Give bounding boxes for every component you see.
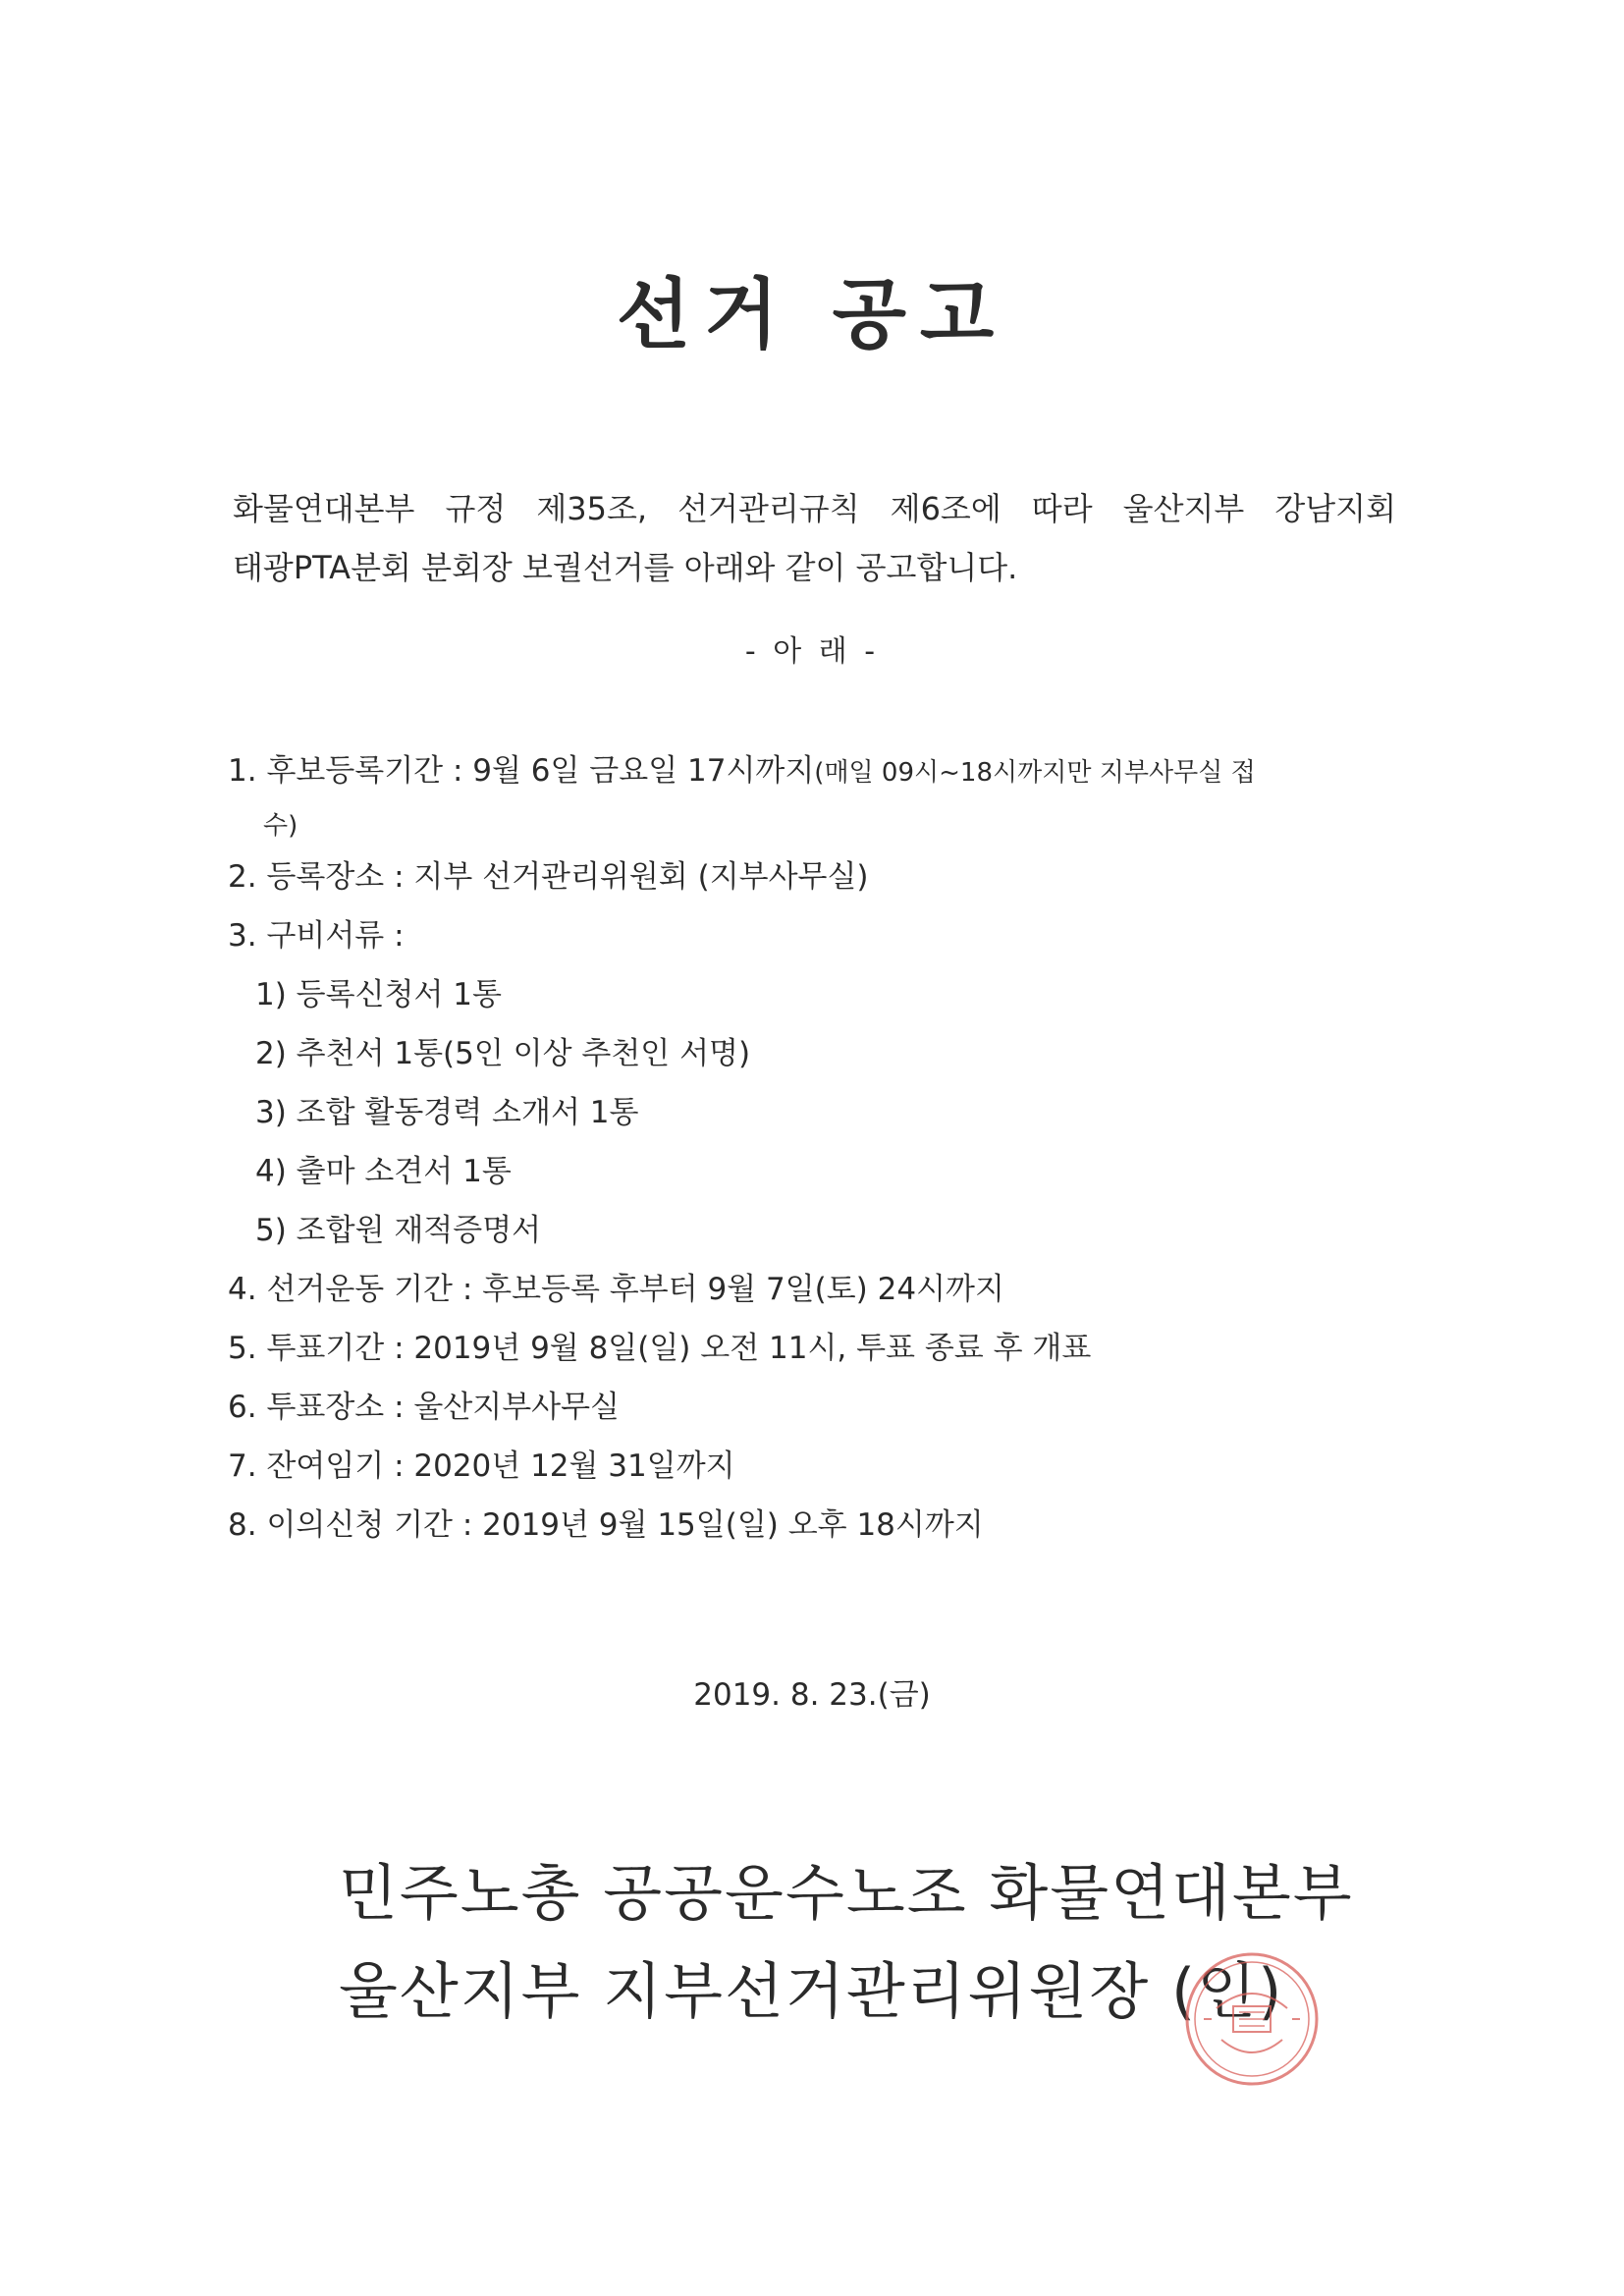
item-8 [228, 1496, 1398, 1555]
sub-item-5: 5) 조합원 재적증명서 [255, 1213, 542, 1248]
sub-item-1: 1) 등록신청서 1통 [255, 977, 502, 1012]
item-number: 2. [228, 859, 257, 895]
item-number: 5. [228, 1331, 257, 1366]
sub-item-3: 3) 조합 활동경력 소개서 1통 [255, 1095, 639, 1130]
item-7 [228, 1437, 1398, 1496]
item-2 [228, 847, 1398, 906]
sub-item-4: 4) 출마 소견서 1통 [255, 1154, 512, 1189]
item-text: 투표장소 : 울산지부사무실 [266, 1390, 620, 1425]
signature-line-1: 민주노총 공공운수노조 화물연대본부 [339, 1857, 1354, 1929]
signature-line-2: 울산지부 지부선거관리위원장 (인) [339, 1955, 1284, 2027]
item-note: (매일 09시~18시까지만 지부사무실 접 [814, 758, 1256, 788]
intro-line-1: 화물연대본부 규정 제35조, 선거관리규칙 제6조에 따라 울산지부 강남지회 [233, 490, 1396, 527]
item-4 [228, 1260, 1398, 1319]
item-text: 잔여임기 : 2020년 12월 31일까지 [266, 1449, 735, 1484]
item-text: 투표기간 : 2019년 9월 8일(일) 오전 11시, 투표 종료 후 개표 [266, 1331, 1092, 1366]
item-number: 6. [228, 1390, 257, 1425]
notice-items [228, 741, 1398, 1555]
section-heading: - 아 래 - [744, 634, 880, 669]
item-6 [228, 1378, 1398, 1437]
page-title: 선거 공고 [616, 271, 1008, 359]
item-number: 8. [228, 1507, 257, 1543]
item-text: 이의신청 기간 : 2019년 9월 15일(일) 오후 18시까지 [266, 1507, 984, 1543]
item-text: 선거운동 기간 : 후보등록 후부터 9월 7일(토) 24시까지 [266, 1272, 1004, 1307]
official-seal-icon [1182, 1949, 1322, 2089]
item-text: 후보등록기간 : 9월 6일 금요일 17시까지 [266, 753, 815, 789]
sub-item-2: 2) 추천서 1통(5인 이상 추천인 서명) [255, 1036, 751, 1071]
item-number: 1. [228, 753, 257, 789]
item-text: 구비서류 : [266, 918, 405, 954]
item-1-continuation [228, 802, 1398, 847]
item-text: 등록장소 : 지부 선거관리위원회 (지부사무실) [266, 859, 869, 895]
item-number: 3. [228, 918, 257, 954]
intro-line-2: 태광PTA분회 분회장 보궐선거를 아래와 같이 공고합니다. [233, 549, 1018, 586]
intro-paragraph [233, 479, 1396, 597]
item-3 [228, 906, 1398, 965]
item-note-continuation: 수) [263, 811, 298, 841]
item-number: 7. [228, 1449, 257, 1484]
item-1 [228, 741, 1398, 802]
notice-date: 2019. 8. 23.(금) [693, 1677, 931, 1713]
item-5 [228, 1319, 1398, 1378]
item-number: 4. [228, 1272, 257, 1307]
